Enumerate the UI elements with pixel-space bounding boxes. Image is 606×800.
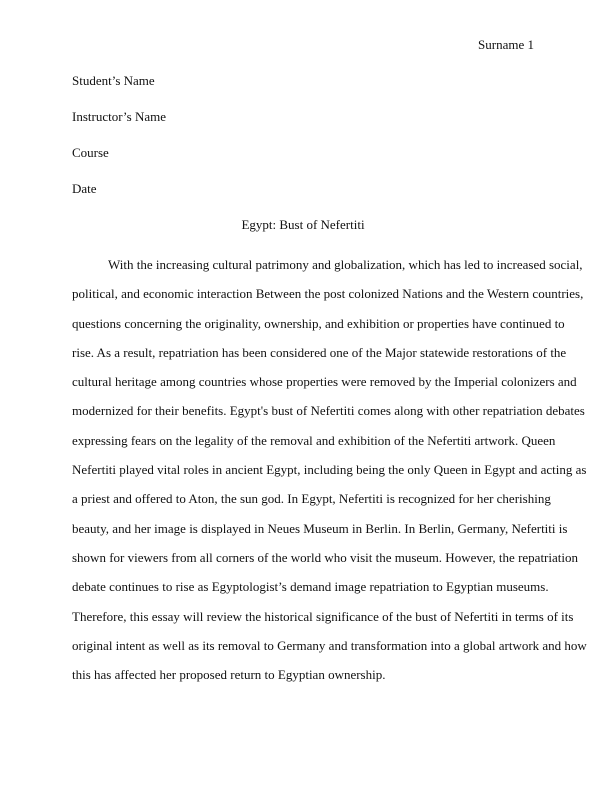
instructor-name: Instructor’s Name <box>72 109 166 124</box>
paragraph-line: questions concerning the originality, ownership, and exhibition or properties have continued to <box>72 315 565 331</box>
mla-heading <box>72 73 534 217</box>
date: Date <box>72 181 97 196</box>
paragraph-line: Nefertiti played vital roles in ancient Egypt, including being the only Queen in Egypt and acting as <box>72 462 587 478</box>
paragraph-line: political, and economic interaction Between the post colonized Nations and the Western countries, <box>72 286 584 302</box>
paragraph-line: Therefore, this essay will review the historical significance of the bust of Nefertiti in terms of its <box>72 608 574 624</box>
paragraph-line: rise. As a result, repatriation has been considered one of the Major statewide restorations of the <box>72 344 567 360</box>
paragraph-line: With the increasing cultural patrimony and globalization, which has led to increased social, <box>108 257 583 272</box>
paragraph-line: beauty, and her image is displayed in Neues Museum in Berlin. In Berlin, Germany, Nefertiti is <box>72 520 568 536</box>
paragraph-line: a priest and offered to Aton, the sun god. In Egypt, Nefertiti is recognized for her cherishing <box>72 491 551 507</box>
course-name: Course <box>72 145 109 160</box>
paragraph-line: this has affected her proposed return to Egyptian ownership. <box>72 667 386 683</box>
essay-paragraph <box>72 257 587 696</box>
paragraph-line: cultural heritage among countries whose properties were removed by the Imperial colonizers and <box>72 374 577 390</box>
paragraph-line: debate continues to rise as Egyptologist’s demand image repatriation to Egyptian museums. <box>72 579 549 595</box>
paragraph-line: expressing fears on the legality of the removal and exhibition of the Nefertiti artwork. Queen <box>72 432 556 448</box>
paragraph-line: modernized for their benefits. Egypt's bust of Nefertiti comes along with other repatriation debates <box>72 403 585 419</box>
paragraph-line: shown for viewers from all corners of the world who visit the museum. However, the repatriation <box>72 549 578 565</box>
running-head: Surname 1 <box>478 37 534 52</box>
student-name: Student’s Name <box>72 73 155 88</box>
essay-title: Egypt: Bust of Nefertiti <box>241 217 365 232</box>
paragraph-line: original intent as well as its removal to Germany and transformation into a global artwork and how <box>72 637 587 653</box>
